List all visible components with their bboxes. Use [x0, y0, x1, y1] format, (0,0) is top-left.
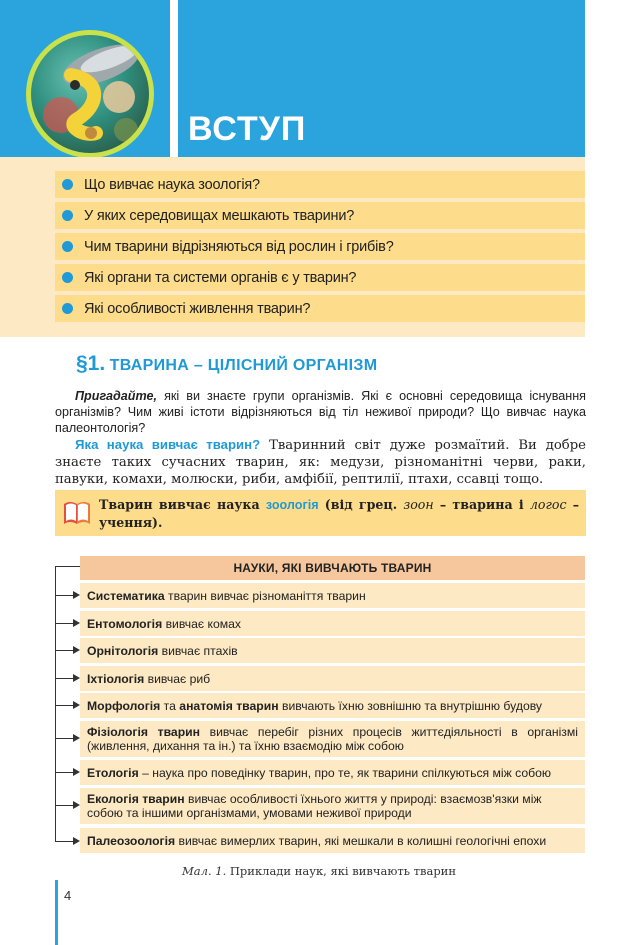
diagram-row: Фізіологія тварин вивчає перебіг різних процесів життєдіяльності в організмі (живлення, дихання та ін.) та їхню взаємодію між собою — [80, 721, 585, 757]
diagram-row: Орнітологія вивчає птахів — [80, 638, 585, 663]
arrow-icon — [56, 705, 78, 706]
page-number: 4 — [64, 888, 72, 903]
arrow-icon — [56, 738, 78, 739]
bullet-icon — [62, 303, 73, 314]
diagram-row: Етологія – наука про поведінку тварин, про те, як тварини спілкуються між собою — [80, 760, 585, 785]
chapter-title: ВСТУП — [188, 110, 307, 148]
dolphin-seahorse-illustration — [31, 35, 149, 153]
figure-caption: Мал. 1. Приклади наук, які вивчають тварин — [181, 864, 457, 878]
section-number: §1. — [76, 352, 106, 375]
page-margin-bar — [55, 880, 58, 945]
question-item: У яких середовищах мешкають тварини? — [55, 202, 585, 229]
diagram-row: Екологія тварин вивчає особливості їхнього життя у природі: взаємозв'язки між собою та іншими організмами, умовами неживої природи — [80, 788, 585, 824]
question-item: Що вивчає наука зоологія? — [55, 171, 585, 198]
question-item: Які особливості живлення тварин? — [55, 295, 585, 322]
header-divider — [170, 0, 178, 157]
bullet-icon — [62, 272, 73, 283]
diagram-row: Ентомологія вивчає комах — [80, 611, 585, 636]
arrow-icon — [56, 623, 78, 624]
question-item: Чим тварини відрізняються від рослин і грибів? — [55, 233, 585, 260]
diagram-row: Палеозоологія вивчає вимерлих тварин, які мешкали в колишні геологічні епохи — [80, 828, 585, 853]
question-item: Які органи та системи органів є у тварин? — [55, 264, 585, 291]
arrow-icon — [56, 805, 78, 806]
diagram-row: Систематика тварин вивчає різноманіття тварин — [80, 583, 585, 608]
body-paragraph: Яка наука вивчає тварин? Тваринний світ дуже розмаїтий. Ви добре знаєте таких сучасних тварин, як: медузи, різноманітні черви, раки, павуки, комахи, молюски, риби, амфібії, рептилії, птахи, ссавці тощо. — [55, 437, 586, 487]
section-heading — [76, 352, 377, 376]
section-title: ТВАРИНА – ЦІЛІСНИЙ ОРГАНІЗМ — [109, 357, 378, 374]
chapter-emblem-image — [26, 30, 154, 158]
arrow-icon — [56, 772, 78, 773]
bullet-icon — [62, 179, 73, 190]
diagram-connector-top — [55, 566, 80, 567]
arrow-icon — [56, 841, 78, 842]
term-zoology: зоологія — [265, 498, 319, 512]
diagram-heading: НАУКИ, ЯКІ ВИВЧАЮТЬ ТВАРИН — [80, 556, 585, 580]
diagram-row: Морфологія та анатомія тварин вивчають їхню зовнішню та внутрішню будову — [80, 693, 585, 718]
arrow-icon — [56, 678, 78, 679]
book-icon — [63, 499, 91, 525]
definition-text: Тварин вивчає наука зоологія (від грец. зоон – тварина і логос – учення). — [99, 497, 580, 530]
diagram-row: Іхтіологія вивчає риб — [80, 666, 585, 691]
arrow-icon — [56, 595, 78, 596]
definition-box — [55, 490, 586, 536]
arrow-icon — [56, 650, 78, 651]
diagram-connector-line — [55, 566, 56, 842]
bullet-icon — [62, 241, 73, 252]
recall-paragraph: Пригадайте, які ви знаєте групи організмів. Які є основні середовища існування організмів? Чим живі істоти відрізняються від тіл неживої природи? Що вивчає наука палеонтологія? — [55, 389, 586, 435]
bullet-icon — [62, 210, 73, 221]
